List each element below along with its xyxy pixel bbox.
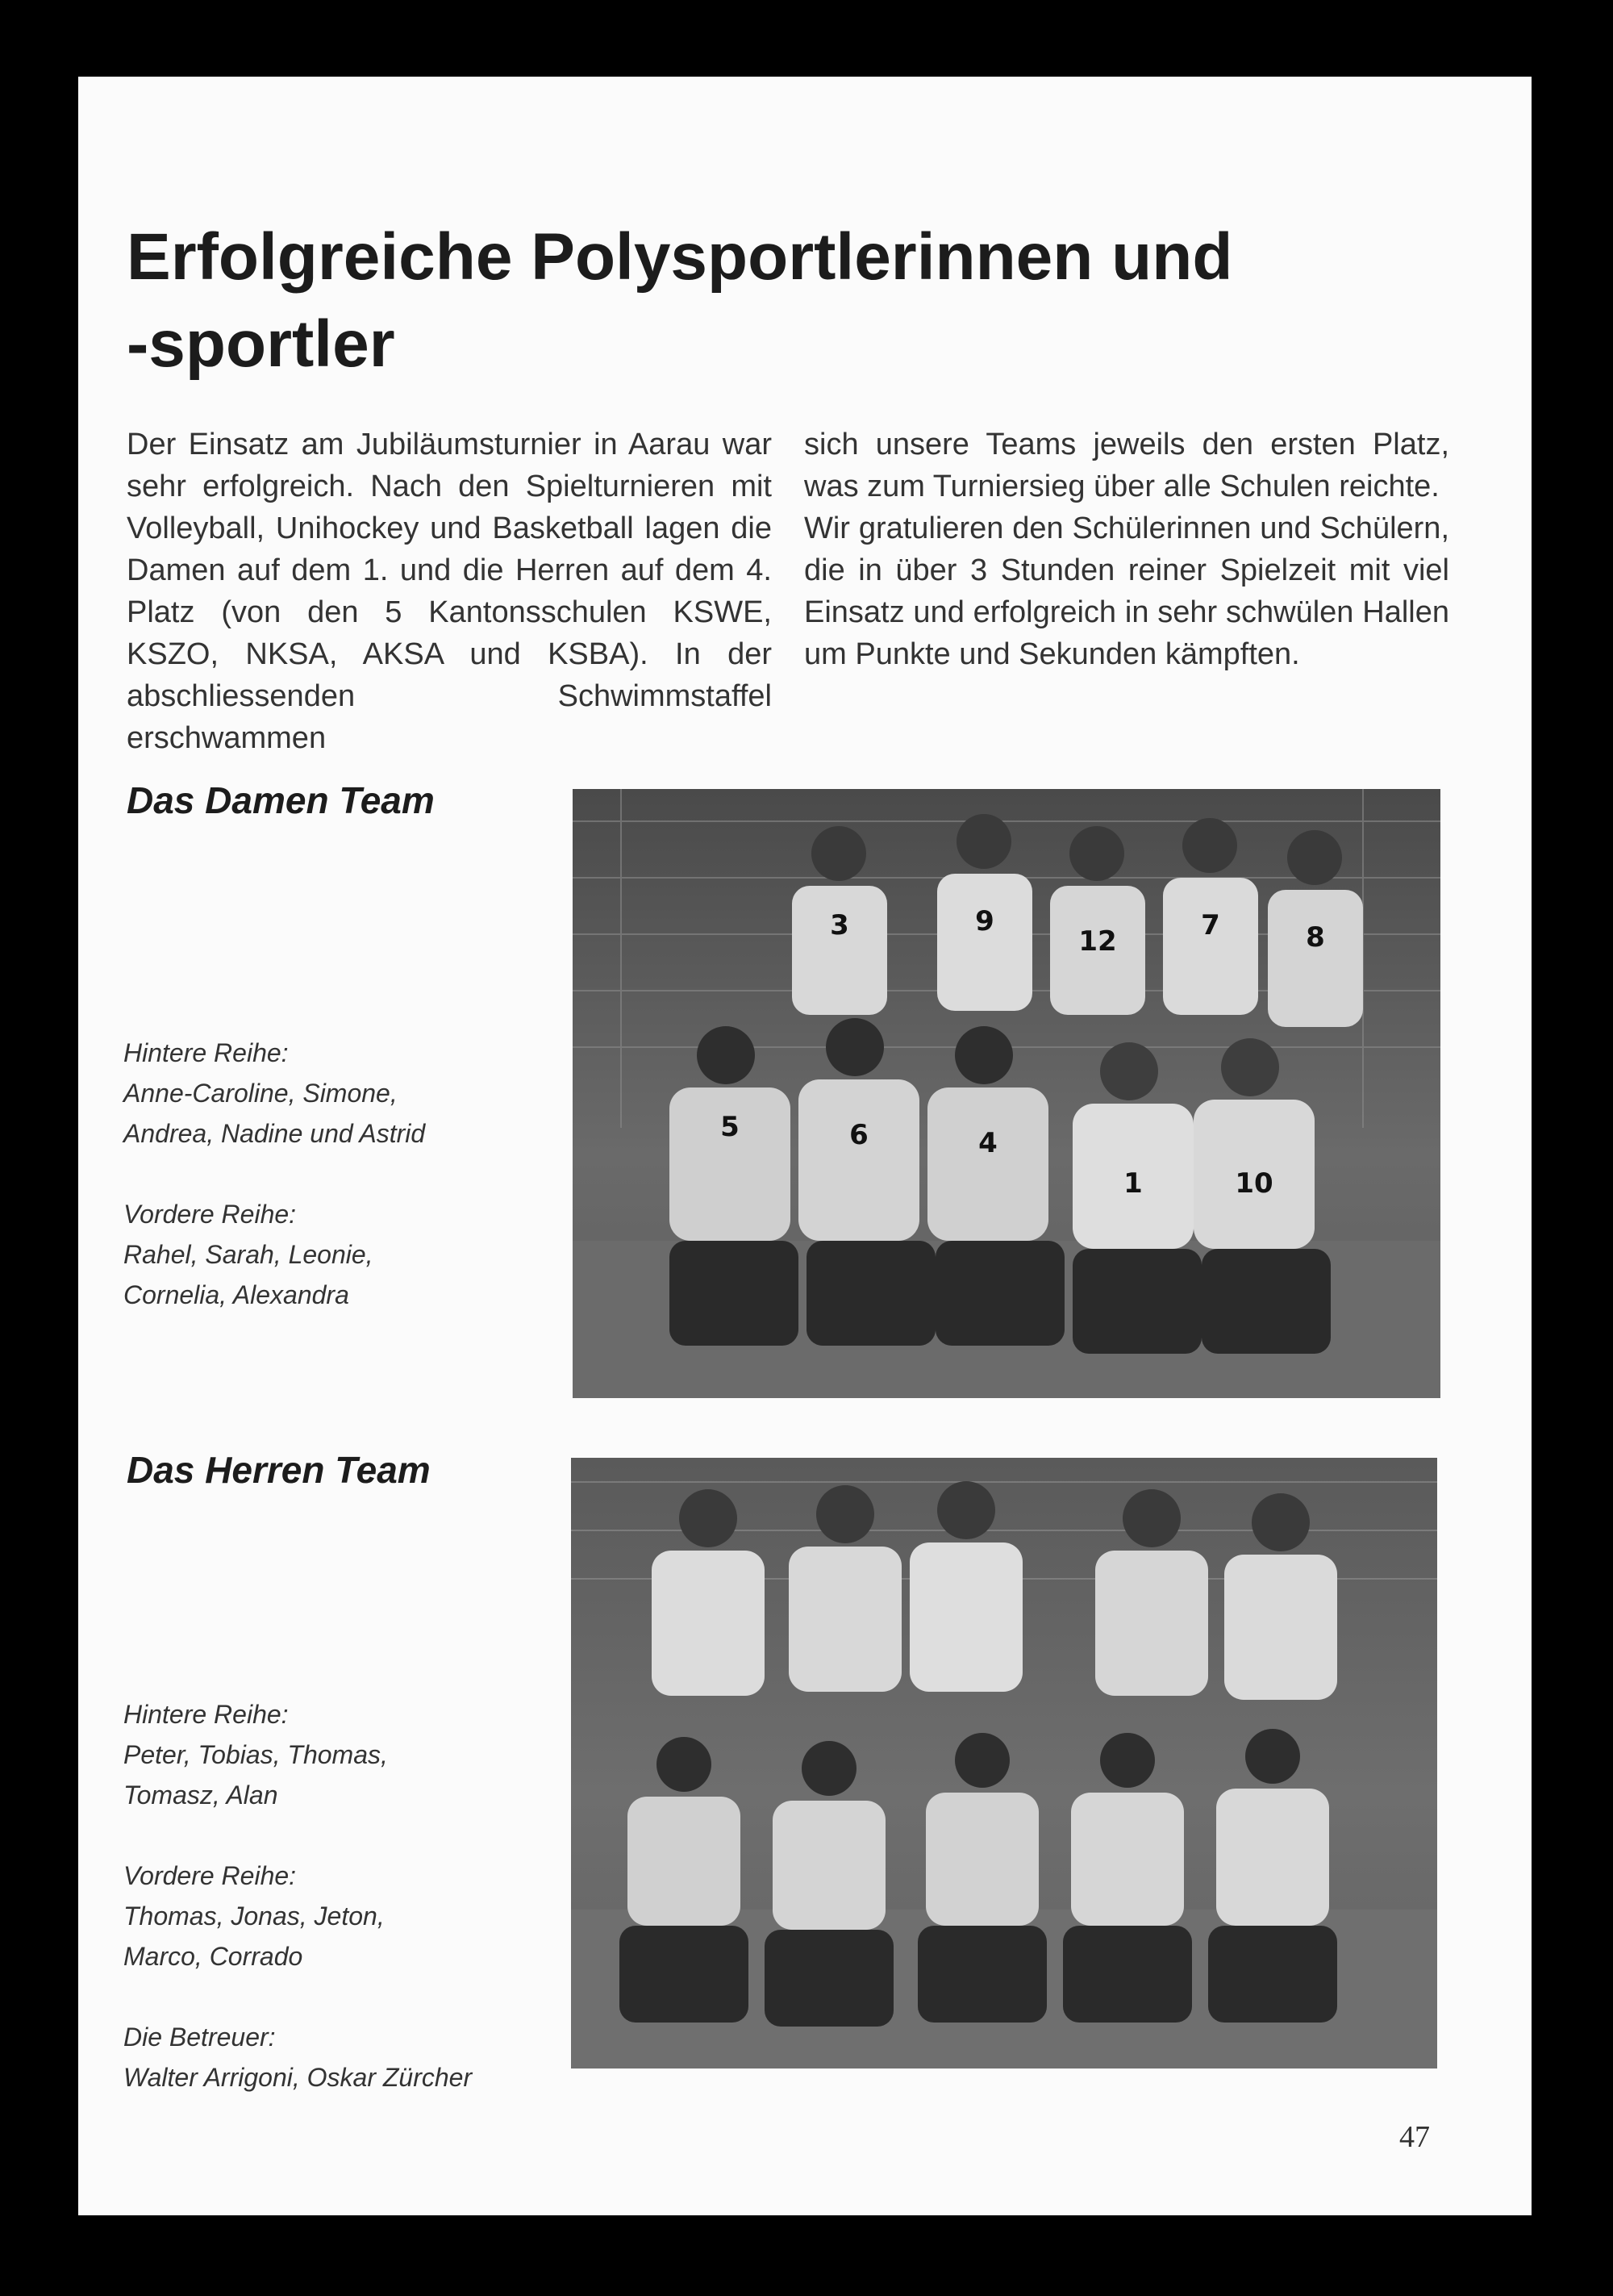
intro-paragraph-2: sich unsere Teams jeweils den ersten Platz, was zum Turniersieg über alle Schulen reichte. — [804, 428, 1449, 503]
jersey-number: 3 — [830, 909, 849, 941]
document-page — [78, 77, 1532, 2215]
spacer — [123, 1154, 575, 1194]
title-line-1: Erfolgreiche Polysportlerinnen und — [127, 220, 1233, 294]
page-title — [127, 214, 1417, 388]
intro-paragraph-3: Wir gratulieren den Schülerinnen und Schülern, die in über 3 Stunden reiner Spielzeit mit viel Einsatz und erfolgreich in sehr schwülen Hallen um Punkte und Sekunden kämpften. — [804, 511, 1449, 671]
jersey-number: 12 — [1078, 925, 1117, 958]
damen-back-row-names-1: Anne-Caroline, Simone, — [123, 1079, 398, 1108]
damen-back-row-names-2: Andrea, Nadine und Astrid — [123, 1119, 426, 1148]
jersey-number: 6 — [849, 1119, 869, 1151]
herren-coach-names: Walter Arrigoni, Oskar Zürcher — [123, 2063, 473, 2092]
herren-front-row-names-1: Thomas, Jonas, Jeton, — [123, 1902, 385, 1931]
jersey-number: 4 — [978, 1127, 998, 1159]
herren-photo-graphic — [571, 1458, 1437, 2068]
herren-caption — [123, 1694, 575, 2098]
jersey-number: 5 — [720, 1111, 740, 1143]
spacer — [123, 1815, 575, 1856]
jersey-number: 1 — [1123, 1167, 1143, 1200]
intro-column-right — [804, 424, 1449, 675]
jersey-number: 8 — [1306, 921, 1325, 954]
jersey-number: 9 — [975, 905, 994, 937]
damen-heading: Das Damen Team — [127, 779, 435, 821]
herren-team-photo — [571, 1458, 1437, 2068]
jersey-number: 10 — [1235, 1167, 1273, 1200]
herren-front-row-names-2: Marco, Corrado — [123, 1942, 303, 1971]
herren-coach-label: Die Betreuer: — [123, 2023, 276, 2052]
page-number: 47 — [1399, 2120, 1430, 2154]
damen-front-row-names-1: Rahel, Sarah, Leonie, — [123, 1240, 373, 1269]
damen-team-photo — [573, 789, 1440, 1398]
damen-photo-graphic — [573, 789, 1440, 1398]
herren-back-row-names-1: Peter, Tobias, Thomas, — [123, 1740, 388, 1769]
damen-back-row-label: Hintere Reihe: — [123, 1038, 289, 1067]
herren-back-row-label: Hintere Reihe: — [123, 1700, 289, 1729]
herren-back-row-names-2: Tomasz, Alan — [123, 1780, 278, 1810]
damen-front-row-label: Vordere Reihe: — [123, 1200, 297, 1229]
spacer — [123, 1977, 575, 2017]
jersey-number: 7 — [1201, 909, 1220, 941]
herren-front-row-label: Vordere Reihe: — [123, 1861, 297, 1890]
intro-column-left — [127, 424, 772, 759]
herren-heading: Das Herren Team — [127, 1449, 431, 1491]
title-line-2: -sportler — [127, 307, 395, 381]
damen-front-row-names-2: Cornelia, Alexandra — [123, 1280, 349, 1309]
damen-caption — [123, 1033, 575, 1315]
intro-paragraph-1: Der Einsatz am Jubiläumsturnier in Aarau war sehr erfolgreich. Nach den Spielturnieren mit Volleyball, Unihockey und Basketball lagen die Damen auf dem 1. und die Herren auf dem 4. Platz (von den 5 Kantonsschulen KSWE, KSZO, NKSA, AKSA und KSBA). In der abschliessenden Schwimmstaffel erschwammen — [127, 428, 772, 755]
